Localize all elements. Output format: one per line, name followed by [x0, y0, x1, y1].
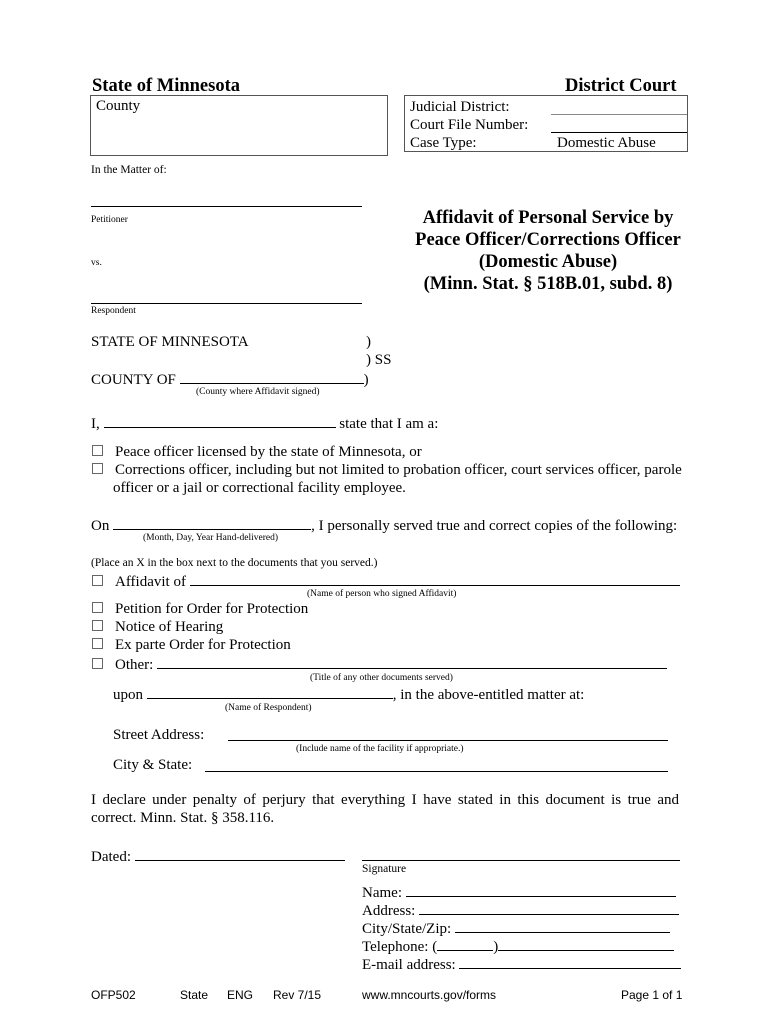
city-zip-line [362, 920, 670, 937]
venue-county-hint: (County where Affidavit signed) [196, 387, 320, 397]
email-line [362, 956, 681, 973]
doc-petition [92, 602, 308, 617]
footer-url[interactable]: www.mncourts.gov/forms [362, 988, 497, 1002]
instruction: (Place an X in the box next to the documents that you served.) [91, 557, 378, 569]
role-peace-officer [92, 445, 422, 460]
declaration-line: correct. Minn. Stat. § 358.116. [91, 810, 275, 826]
venue-paren: ) [366, 334, 371, 350]
address-field[interactable] [419, 902, 679, 915]
venue-county [91, 371, 369, 388]
case-type-value: Domestic Abuse [557, 135, 656, 151]
other-doc-field[interactable] [157, 656, 667, 669]
address-label: Address: [362, 903, 416, 919]
checkbox[interactable] [92, 638, 103, 649]
email-label: E-mail address: [362, 957, 456, 973]
upon-line [113, 686, 584, 703]
role-label: Peace officer licensed by the state of Minnesota, or [115, 444, 422, 460]
other-hint: (Title of any other documents served) [310, 673, 453, 683]
city-zip-field[interactable] [455, 920, 670, 933]
telephone-field[interactable] [498, 938, 674, 951]
tel-paren: ( [432, 939, 438, 955]
checkbox[interactable] [92, 445, 103, 456]
telephone-line [362, 938, 674, 955]
city-label: City & State: [113, 757, 193, 773]
tel-paren: ) [493, 939, 499, 955]
title-line: Peace Officer/Corrections Officer [415, 230, 681, 250]
petitioner-field[interactable] [91, 206, 362, 207]
venue-state: STATE OF MINNESOTA [91, 334, 249, 350]
checkbox[interactable] [92, 463, 103, 474]
matter-text: , in the above-entitled matter at: [392, 687, 585, 703]
court-file-number-field[interactable] [551, 132, 687, 133]
petitioner-label: Petitioner [91, 215, 128, 225]
affidavit-name-field[interactable] [190, 573, 680, 586]
signature-label: Signature [362, 863, 407, 875]
role-corrections-officer [92, 463, 682, 478]
telephone-label: Telephone: [362, 939, 429, 955]
venue-paren: ) [363, 372, 369, 388]
venue-ss: ) SS [366, 352, 392, 368]
respondent-hint: (Name of Respondent) [225, 703, 312, 713]
service-line [91, 517, 677, 534]
page-number: Page 1 of 1 [621, 988, 683, 1002]
respondent-name-field[interactable] [147, 686, 393, 699]
state-heading: State of Minnesota [92, 76, 240, 96]
doc-label: Ex parte Order for Protection [115, 637, 291, 653]
city-zip-label: City/State/Zip: [362, 921, 452, 937]
doc-affidavit [92, 573, 680, 590]
role-label: Corrections officer, including but not limited to probation officer, court services officer, parole [115, 462, 682, 478]
declaration-line: I declare under penalty of perjury that everything I have stated in this document is true and [91, 792, 679, 808]
checkbox[interactable] [92, 658, 103, 669]
county-box[interactable] [90, 95, 388, 156]
title-line: (Minn. Stat. § 518B.01, subd. 8) [423, 274, 673, 294]
case-info-box [404, 95, 688, 152]
county-label: County [96, 98, 141, 114]
matter-label: In the Matter of: [91, 164, 167, 176]
footer-lang: ENG [227, 988, 254, 1002]
doc-notice [92, 620, 223, 635]
name-line [362, 884, 676, 901]
case-type-label: Case Type: [410, 135, 477, 151]
doc-label: Affidavit of [115, 574, 186, 590]
respondent-field[interactable] [91, 303, 362, 304]
intro-i: I, [91, 416, 100, 432]
served-text: , I personally served true and correct copies of the following: [311, 518, 678, 534]
city-state-field[interactable] [205, 771, 668, 772]
street-label: Street Address: [113, 727, 205, 743]
court-file-number-label: Court File Number: [410, 117, 529, 133]
footer-state: State [180, 988, 209, 1002]
title-line: Affidavit of Personal Service by [422, 208, 674, 228]
doc-label: Other: [115, 657, 154, 673]
doc-exparte [92, 638, 291, 653]
street-address-field[interactable] [228, 740, 668, 741]
respondent-label: Respondent [91, 306, 136, 316]
signature-field[interactable] [362, 860, 680, 861]
name-label: Name: [362, 885, 402, 901]
address-line [362, 902, 679, 919]
dated-label: Dated: [91, 849, 131, 865]
date-hint: (Month, Day, Year Hand-delivered) [143, 533, 278, 543]
email-field[interactable] [459, 956, 681, 969]
footer-rev: Rev 7/15 [273, 988, 322, 1002]
street-hint: (Include name of the facility if appropriate.) [296, 744, 464, 754]
area-code-field[interactable] [437, 938, 493, 951]
affidavit-hint: (Name of person who signed Affidavit) [307, 589, 457, 599]
name-field[interactable] [406, 884, 676, 897]
checkbox[interactable] [92, 620, 103, 631]
dated-field[interactable] [135, 848, 345, 861]
venue-county-field[interactable] [180, 371, 364, 384]
service-date-field[interactable] [113, 517, 311, 530]
dated-line [91, 848, 345, 865]
document-title [398, 207, 698, 295]
intro-line [91, 415, 438, 432]
upon-label: upon [113, 687, 143, 703]
judicial-district-label: Judicial District: [410, 99, 510, 115]
court-heading: District Court [565, 76, 677, 96]
doc-label: Petition for Order for Protection [115, 601, 309, 617]
doc-other [92, 656, 667, 673]
judicial-district-field[interactable] [551, 114, 687, 115]
form-number: OFP502 [91, 988, 136, 1002]
checkbox[interactable] [92, 602, 103, 613]
title-line: (Domestic Abuse) [478, 252, 618, 272]
role-label-continued: officer or a jail or correctional facility employee. [113, 480, 406, 496]
intro-state: state that I am a: [339, 416, 439, 432]
venue-county-label: COUNTY OF [91, 372, 176, 388]
officer-name-field[interactable] [104, 415, 336, 428]
checkbox[interactable] [92, 575, 103, 586]
doc-label: Notice of Hearing [115, 619, 224, 635]
on-label: On [91, 518, 110, 534]
vs-label: vs. [91, 258, 102, 268]
